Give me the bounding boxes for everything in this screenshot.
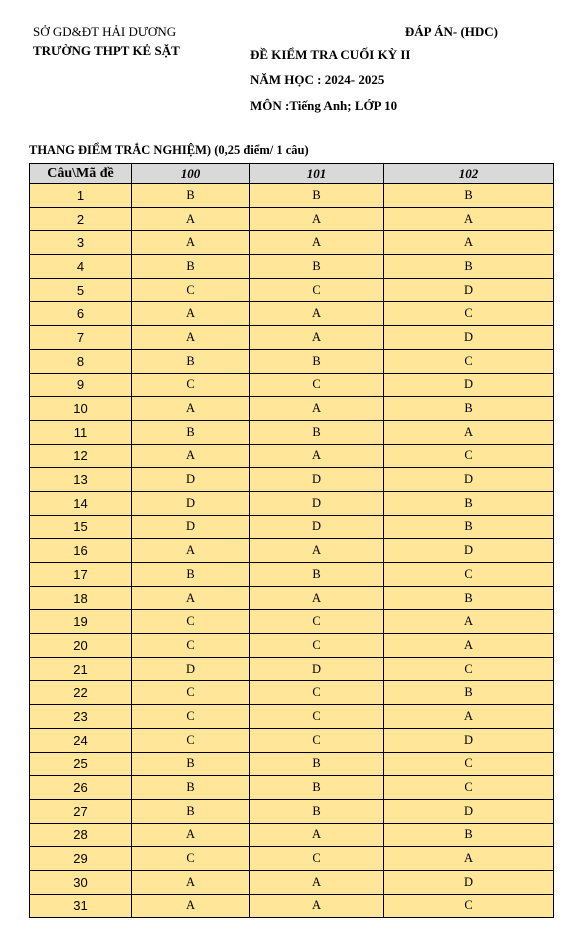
- answer-cell: C: [250, 278, 384, 302]
- answer-cell: D: [384, 799, 554, 823]
- answer-cell: B: [384, 184, 554, 208]
- answer-cell: D: [132, 515, 250, 539]
- question-number-cell: 1: [30, 184, 132, 208]
- answer-cell: D: [132, 468, 250, 492]
- question-number-cell: 27: [30, 799, 132, 823]
- table-row: [30, 184, 554, 208]
- answer-cell: C: [250, 634, 384, 658]
- answer-cell: A: [132, 326, 250, 350]
- question-number-cell: 15: [30, 515, 132, 539]
- question-number-cell: 28: [30, 823, 132, 847]
- question-number-cell: 26: [30, 776, 132, 800]
- table-row: [30, 681, 554, 705]
- answer-cell: A: [250, 326, 384, 350]
- answer-cell: B: [384, 681, 554, 705]
- question-number-cell: 16: [30, 539, 132, 563]
- answer-cell: D: [384, 539, 554, 563]
- table-row: [30, 752, 554, 776]
- answer-cell: A: [384, 705, 554, 729]
- answer-cell: D: [250, 468, 384, 492]
- answer-rows: [30, 184, 554, 918]
- table-row: [30, 207, 554, 231]
- answer-cell: A: [132, 444, 250, 468]
- answer-cell: A: [384, 610, 554, 634]
- answer-cell: B: [384, 586, 554, 610]
- school-year: NĂM HỌC : 2024- 2025: [250, 72, 385, 87]
- answer-cell: B: [132, 255, 250, 279]
- table-header-row: [30, 164, 554, 184]
- answer-cell: D: [250, 515, 384, 539]
- answer-cell: C: [250, 728, 384, 752]
- answer-cell: B: [250, 563, 384, 587]
- answer-cell: C: [384, 894, 554, 918]
- answer-cell: C: [132, 610, 250, 634]
- answer-cell: B: [132, 184, 250, 208]
- answer-cell: D: [384, 870, 554, 894]
- answer-cell: A: [132, 207, 250, 231]
- table-row: [30, 302, 554, 326]
- question-number-cell: 22: [30, 681, 132, 705]
- answer-cell: C: [250, 847, 384, 871]
- answer-cell: D: [384, 326, 554, 350]
- column-header-code-102: 102: [384, 164, 554, 184]
- answer-cell: B: [384, 397, 554, 421]
- exam-name: ĐỀ KIỂM TRA CUỐI KỲ II: [250, 47, 411, 62]
- answer-cell: B: [250, 752, 384, 776]
- question-number-cell: 10: [30, 397, 132, 421]
- question-number-cell: 11: [30, 420, 132, 444]
- answer-cell: A: [132, 586, 250, 610]
- question-number-cell: 3: [30, 231, 132, 255]
- table-row: [30, 468, 554, 492]
- column-header-code-101: 101: [250, 164, 384, 184]
- answer-cell: B: [132, 776, 250, 800]
- table-row: [30, 799, 554, 823]
- answer-cell: D: [132, 657, 250, 681]
- answer-cell: C: [384, 302, 554, 326]
- answer-cell: A: [250, 894, 384, 918]
- table-row: [30, 847, 554, 871]
- question-number-cell: 24: [30, 728, 132, 752]
- question-number-cell: 4: [30, 255, 132, 279]
- question-number-cell: 29: [30, 847, 132, 871]
- table-row: [30, 444, 554, 468]
- answer-cell: C: [250, 681, 384, 705]
- answer-cell: B: [132, 349, 250, 373]
- answer-key-table: [29, 163, 554, 918]
- question-number-cell: 31: [30, 894, 132, 918]
- answer-cell: C: [250, 373, 384, 397]
- answer-cell: A: [384, 847, 554, 871]
- table-row: [30, 515, 554, 539]
- question-number-cell: 20: [30, 634, 132, 658]
- question-number-cell: 23: [30, 705, 132, 729]
- answer-cell: A: [132, 870, 250, 894]
- table-row: [30, 657, 554, 681]
- answer-cell: A: [250, 397, 384, 421]
- answer-cell: C: [384, 776, 554, 800]
- table-row: [30, 610, 554, 634]
- table-row: [30, 586, 554, 610]
- answer-cell: A: [132, 894, 250, 918]
- answer-cell: D: [132, 491, 250, 515]
- question-number-cell: 14: [30, 491, 132, 515]
- answer-cell: C: [132, 634, 250, 658]
- answer-cell: C: [132, 278, 250, 302]
- answer-cell: B: [384, 823, 554, 847]
- question-number-cell: 9: [30, 373, 132, 397]
- header-left: [33, 22, 253, 60]
- answer-cell: B: [250, 349, 384, 373]
- answer-cell: D: [250, 491, 384, 515]
- answer-cell: A: [250, 207, 384, 231]
- question-number-cell: 13: [30, 468, 132, 492]
- answer-cell: B: [250, 255, 384, 279]
- answer-cell: A: [132, 397, 250, 421]
- question-number-cell: 21: [30, 657, 132, 681]
- question-number-cell: 17: [30, 563, 132, 587]
- question-number-cell: 2: [30, 207, 132, 231]
- answer-cell: A: [250, 231, 384, 255]
- table-row: [30, 634, 554, 658]
- answer-cell: A: [384, 231, 554, 255]
- answer-cell: A: [250, 539, 384, 563]
- question-number-cell: 8: [30, 349, 132, 373]
- answer-cell: A: [132, 539, 250, 563]
- table-row: [30, 397, 554, 421]
- table-row: [30, 278, 554, 302]
- answer-cell: B: [384, 255, 554, 279]
- question-number-cell: 30: [30, 870, 132, 894]
- answer-cell: A: [132, 302, 250, 326]
- answer-cell: A: [132, 823, 250, 847]
- answer-cell: B: [250, 420, 384, 444]
- answer-cell: B: [132, 420, 250, 444]
- question-number-cell: 25: [30, 752, 132, 776]
- answer-cell: C: [384, 563, 554, 587]
- answer-cell: D: [384, 278, 554, 302]
- column-header-question: Câu\Mã đề: [30, 164, 132, 184]
- subject-line: MÔN :Tiếng Anh; LỚP 10: [250, 98, 398, 113]
- table-row: [30, 776, 554, 800]
- answer-cell: C: [250, 610, 384, 634]
- answer-cell: A: [250, 444, 384, 468]
- table-row: [30, 823, 554, 847]
- question-number-cell: 18: [30, 586, 132, 610]
- answer-cell: A: [250, 870, 384, 894]
- school-name: TRƯỜNG THPT KẺ SẶT: [33, 43, 180, 58]
- table-row: [30, 728, 554, 752]
- answer-cell: C: [132, 705, 250, 729]
- table-row: [30, 539, 554, 563]
- answer-cell: D: [384, 728, 554, 752]
- answer-cell: C: [250, 705, 384, 729]
- answer-cell: B: [132, 563, 250, 587]
- answer-cell: A: [250, 823, 384, 847]
- table-row: [30, 349, 554, 373]
- scoring-scale-title: THANG ĐIỂM TRẮC NGHIỆM) (0,25 điểm/ 1 câu): [29, 143, 309, 157]
- table-row: [30, 491, 554, 515]
- answer-cell: A: [132, 231, 250, 255]
- question-number-cell: 7: [30, 326, 132, 350]
- answer-cell: A: [384, 634, 554, 658]
- table-row: [30, 870, 554, 894]
- table-row: [30, 373, 554, 397]
- table-row: [30, 420, 554, 444]
- answer-cell: B: [250, 799, 384, 823]
- answer-cell: D: [384, 468, 554, 492]
- answer-cell: D: [384, 373, 554, 397]
- answer-cell: C: [384, 444, 554, 468]
- table-row: [30, 231, 554, 255]
- table-row: [30, 255, 554, 279]
- answer-cell: D: [250, 657, 384, 681]
- table-row: [30, 894, 554, 918]
- answer-cell: C: [132, 373, 250, 397]
- answer-cell: B: [384, 491, 554, 515]
- answer-cell: B: [384, 515, 554, 539]
- department-name: SỞ GD&ĐT HẢI DƯƠNG: [33, 24, 177, 39]
- table-row: [30, 705, 554, 729]
- question-number-cell: 5: [30, 278, 132, 302]
- answer-cell: B: [250, 184, 384, 208]
- answer-cell: C: [384, 657, 554, 681]
- question-number-cell: 12: [30, 444, 132, 468]
- question-number-cell: 19: [30, 610, 132, 634]
- answer-cell: B: [132, 752, 250, 776]
- answer-cell: C: [384, 349, 554, 373]
- answer-cell: B: [250, 776, 384, 800]
- answer-cell: C: [384, 752, 554, 776]
- document-title: ĐÁP ÁN- (HDC): [404, 24, 498, 39]
- table-row: [30, 326, 554, 350]
- question-number-cell: 6: [30, 302, 132, 326]
- answer-cell: C: [132, 728, 250, 752]
- answer-cell: A: [250, 302, 384, 326]
- table-row: [30, 563, 554, 587]
- answer-cell: A: [384, 207, 554, 231]
- answer-cell: C: [132, 681, 250, 705]
- answer-cell: A: [250, 586, 384, 610]
- answer-cell: C: [132, 847, 250, 871]
- answer-cell: B: [132, 799, 250, 823]
- answer-cell: A: [384, 420, 554, 444]
- column-header-code-100: 100: [132, 164, 250, 184]
